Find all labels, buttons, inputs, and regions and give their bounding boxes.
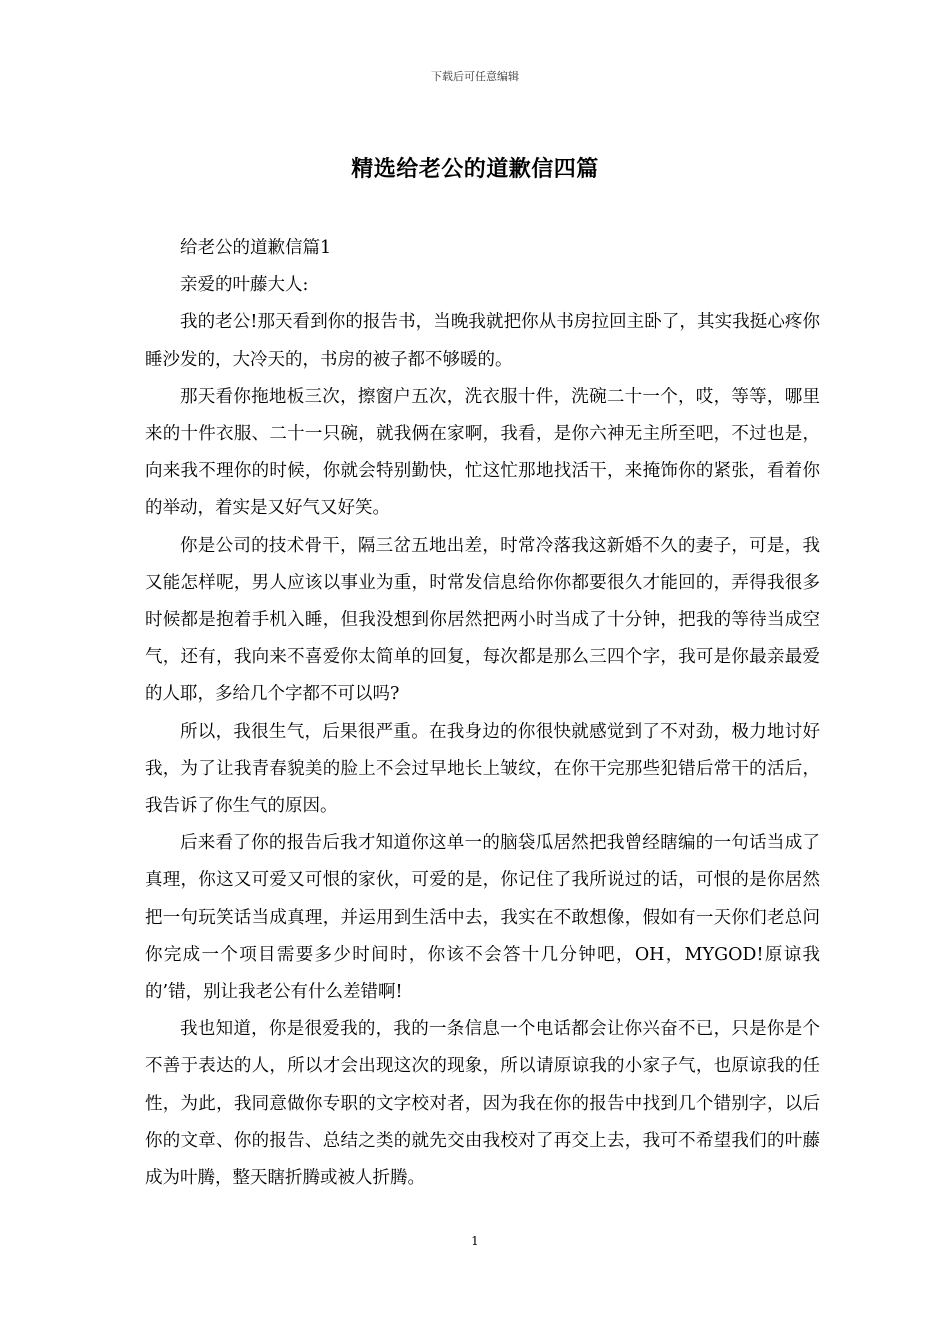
document-body [145, 230, 820, 1197]
page-number: 1 [471, 1234, 479, 1248]
section-heading: 给老公的道歉信篇1 [180, 238, 332, 258]
header-note: 下载后可任意编辑 [431, 70, 519, 83]
paragraph-5: 后来看了你的报告后我才知道你这单一的脑袋瓜居然把我曾经瞎编的一句话当成了真理，你这又可爱又可恨的家伙，可爱的是，你记住了我所说过的话，可恨的是你居然把一句玩笑话当成真理，并运用到生活中去，我实在不敢想像，假如有一天你们老总问你完成一个项目需要多少时间时，你该不会答十几分钟吧，OH，MYGOD!原谅我的’错，别让我老公有什么差错啊! [145, 833, 820, 1003]
paragraph-2: 那天看你拖地板三次，擦窗户五次，洗衣服十件，洗碗二十一个，哎，等等，哪里来的十件衣服、二十一只碗，就我俩在家啊，我看，是你六神无主所至吧，不过也是，向来我不理你的时候，你就会特别勤快，忙这忙那地找活干，来掩饰你的紧张，看着你的举动，着实是又好气又好笑。 [145, 386, 820, 519]
salutation: 亲爱的叶藤大人: [180, 275, 309, 296]
document-title: 精选给老公的道歉信四篇 [351, 156, 599, 182]
paragraph-6: 我也知道，你是很爱我的，我的一条信息一个电话都会让你兴奋不已，只是你是个不善于表达的人，所以才会出现这次的现象，所以请原谅我的小家子气，也原谅我的任性，为此，我同意做你专职的文字校对者，因为我在你的报告中找到几个错别字，以后你的文章、你的报告、总结之类的就先交由我校对了再交上去，我可不希望我们的叶藤成为叶腾，整天瞎折腾或被人折腾。 [145, 1019, 820, 1189]
paragraph-1: 我的老公!那天看到你的报告书，当晚我就把你从书房拉回主卧了，其实我挺心疼你睡沙发的，大冷天的，书房的被子都不够暖的。 [145, 312, 820, 370]
paragraph-4: 所以，我很生气，后果很严重。在我身边的你很快就感觉到了不对劲，极力地讨好我，为了让我青春貌美的脸上不会过早地长上皱纹，在你干完那些犯错后常干的活后，我告诉了你生气的原因。 [145, 721, 820, 817]
paragraph-3: 你是公司的技术骨干，隔三岔五地出差，时常冷落我这新婚不久的妻子，可是，我又能怎样呢，男人应该以事业为重，时常发信息给你你都要很久才能回的，弄得我很多时候都是抱着手机入睡，但我没想到你居然把两小时当成了十分钟，把我的等待当成空气，还有，我向来不喜爱你太简单的回复，每次都是那么三四个字，我可是你最亲最爱的人耶，多给几个字都不可以吗? [145, 535, 820, 705]
